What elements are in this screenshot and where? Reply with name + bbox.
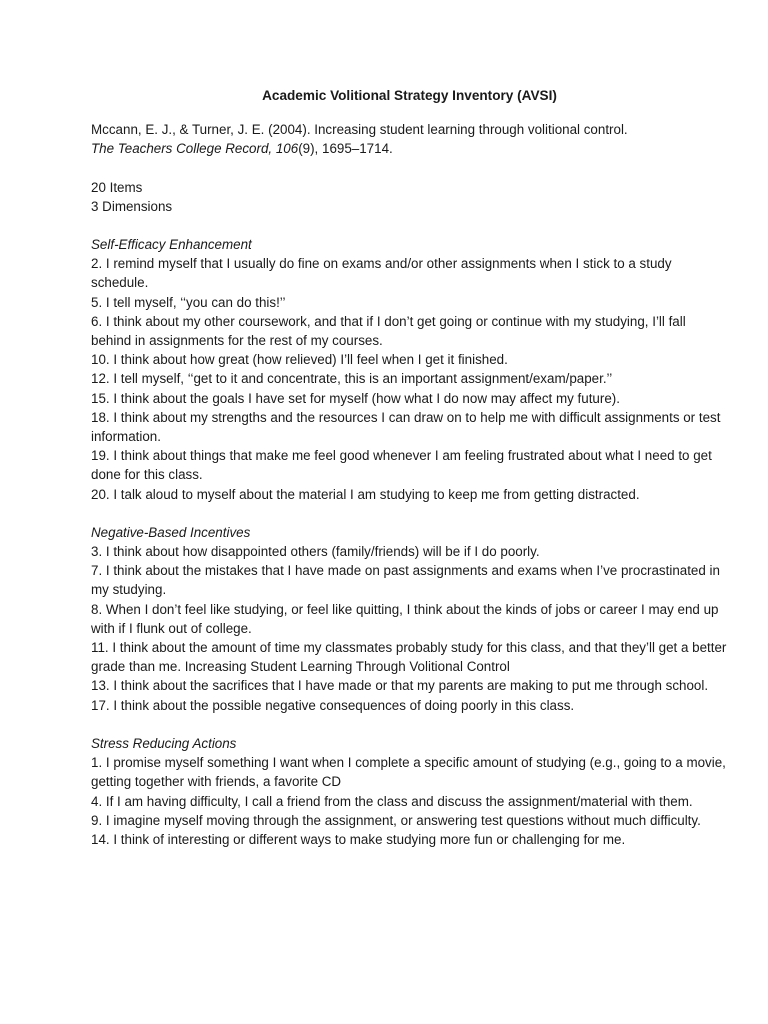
items-count: 20 Items [91,179,143,195]
section-self-efficacy [91,235,728,504]
list-item: 11. I think about the amount of time my classmates probably study for this class, and that they’ll get a better grade than me. Increasing Student Learning Through Volitional Control [91,640,727,675]
list-item: 3. I think about how disappointed others (family/friends) will be if I do poorly. [91,544,540,560]
citation-issue-pages: (9), 1695–1714. [298,141,393,157]
section-negative-incentives [91,523,728,715]
document-title: Academic Volitional Strategy Inventory (AVSI) [262,88,557,103]
citation [91,120,728,158]
section-title: Stress Reducing Actions [91,735,237,751]
list-item: 15. I think about the goals I have set for myself (how what I do now may affect my future). [91,390,620,406]
citation-authors: Mccann, E. J., & Turner, J. E. (2004). Increasing student learning through volitional control. [91,122,628,138]
list-item: 6. I think about my other coursework, and that if I don’t get going or continue with my studying, I’ll fall behind in assignments for the rest of my courses. [91,313,686,349]
list-item: 1. I promise myself something I want when I complete a specific amount of studying (e.g., going to a movie, getting together with friends, a favorite CD [91,755,726,790]
list-item: 12. I tell myself, ‘‘get to it and concentrate, this is an important assignment/exam/paper.’’ [91,371,613,387]
list-item: 13. I think about the sacrifices that I have made or that my parents are making to put me through school. [91,678,709,694]
section-title: Self-Efficacy Enhancement [91,237,252,253]
dimensions-count: 3 Dimensions [91,198,173,214]
section-stress-reducing [91,734,728,849]
list-item: 5. I tell myself, ‘‘you can do this!’’ [91,294,286,310]
citation-journal: The Teachers College Record, 106 [91,141,299,157]
list-item: 8. When I don’t feel like studying, or feel like quitting, I think about the kinds of jobs or career I may end up with if I flunk out of college. [91,601,719,636]
list-item: 19. I think about things that make me feel good whenever I am feeling frustrated about what I need to get done for this class. [91,448,712,483]
list-item: 7. I think about the mistakes that I have made on past assignments and exams when I’ve procrastinated in my studying. [91,563,720,598]
list-item: 20. I talk aloud to myself about the material I am studying to keep me from getting distracted. [91,486,640,502]
item-counts [91,178,728,216]
list-item: 18. I think about my strengths and the resources I can draw on to help me with difficult assignments or test information. [91,409,721,445]
citation-source [91,139,728,158]
list-item: 4. If I am having difficulty, I call a friend from the class and discuss the assignment/material with them. [91,793,693,809]
section-title: Negative-Based Incentives [91,524,251,540]
list-item: 9. I imagine myself moving through the assignment, or answering test questions without much difficulty. [91,812,701,828]
list-item: 14. I think of interesting or different ways to make studying more fun or challenging for me. [91,831,626,847]
list-item: 17. I think about the possible negative consequences of doing poorly in this class. [91,697,575,713]
list-item: 2. I remind myself that I usually do fine on exams and/or other assignments when I stick to a study schedule. [91,256,672,291]
list-item: 10. I think about how great (how relieved) I’ll feel when I get it finished. [91,352,508,368]
